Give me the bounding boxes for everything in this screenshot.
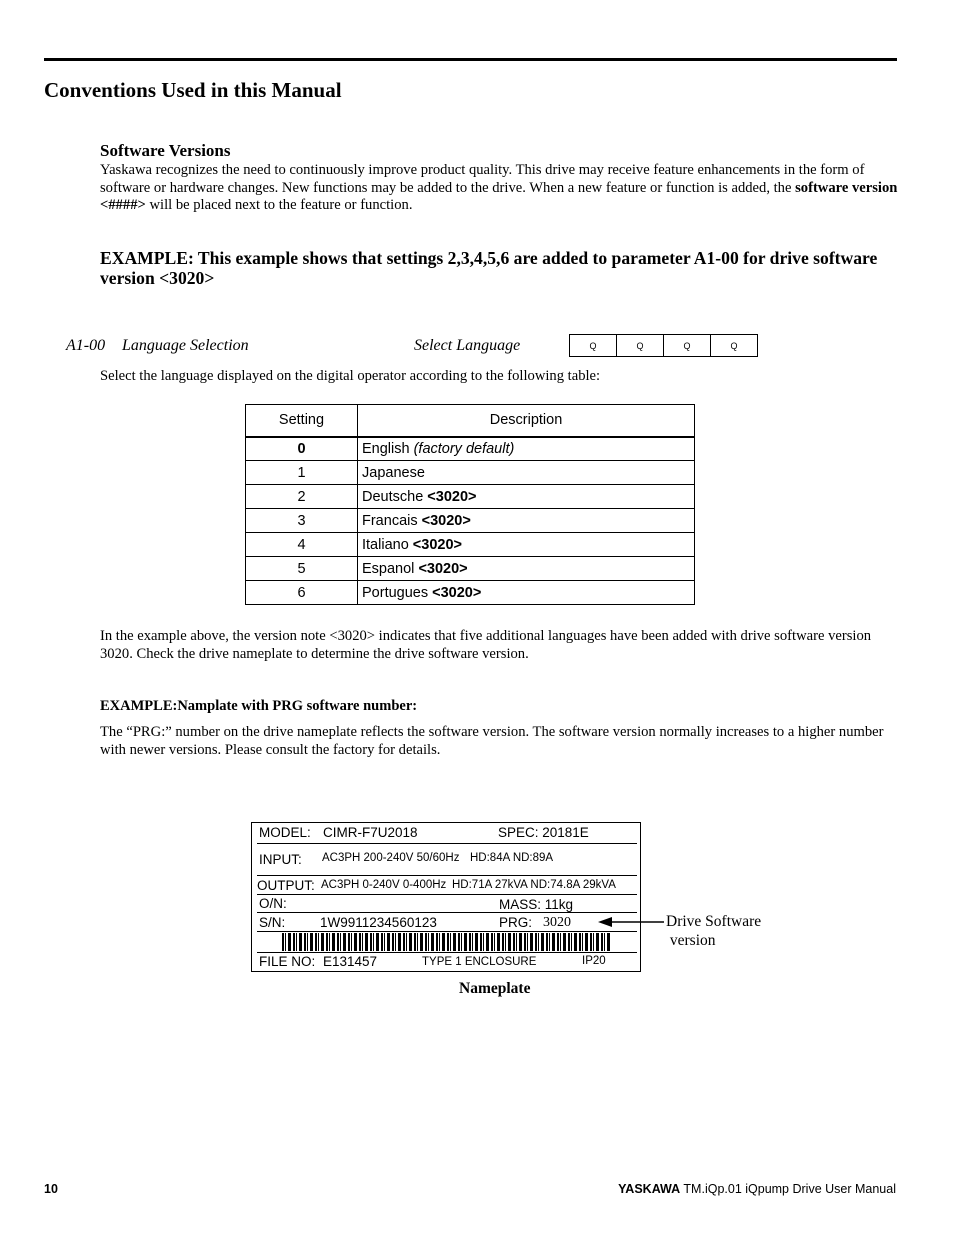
parameter-display: Select Language [414, 337, 521, 354]
setting-cell: 1 [246, 461, 358, 485]
table-row [246, 557, 695, 581]
nameplate-divider [257, 843, 637, 844]
nameplate-divider [257, 952, 637, 953]
language-table [245, 404, 695, 605]
callout-arrow-icon [598, 915, 666, 929]
nameplate-file: E131457 [323, 954, 378, 969]
setting-cell: 6 [246, 581, 358, 605]
page-number: 10 [44, 1182, 58, 1196]
version-tag: <3020> [418, 560, 468, 577]
nameplate-example-paragraph: The “PRG:” number on the drive nameplate reflects the software version. The software version normally increases to a higher number with newer versions. Please consult the factory for details. [100, 724, 884, 758]
setting-cell: 4 [246, 533, 358, 557]
table-row [246, 581, 695, 605]
nameplate-divider [257, 912, 637, 913]
setting-cell: 5 [246, 557, 358, 581]
setting-cell: 3 [246, 509, 358, 533]
table-row [246, 509, 695, 533]
access-level-boxes [569, 334, 758, 357]
top-rule [44, 58, 897, 61]
nameplate-divider [257, 931, 637, 932]
parameter-code: A1-00 [66, 337, 106, 354]
nameplate-input-rating: HD:84A ND:89A [470, 852, 554, 864]
description-cell: Francais <3020> [358, 509, 695, 533]
nameplate-prg-value: 3020 [543, 915, 571, 930]
nameplate-model-label: MODEL: [259, 825, 311, 840]
software-versions-paragraph: Yaskawa recognizes the need to continuously improve product quality. This drive may receive feature enhancements in the form of software or hardware changes. New functions may be added to the drive. When a new feature or function is added, the software version <####> will be placed next to the feature or function. [100, 162, 898, 213]
nameplate-file-label: FILE NO: [259, 954, 316, 969]
access-box: Q [730, 340, 738, 351]
figure-caption: Nameplate [459, 980, 531, 997]
nameplate-input-label: INPUT: [259, 852, 302, 867]
nameplate-ip: IP20 [582, 955, 606, 967]
access-box: Q [570, 335, 617, 356]
nameplate-divider [257, 894, 637, 895]
callout-drive-software-version: Drive Software version [666, 913, 762, 949]
access-box: Q [617, 335, 664, 356]
example-heading: EXAMPLE: This example shows that settings 2,3,4,5,6 are added to parameter A1-00 for drive software version <3020> [100, 248, 878, 288]
barcode [282, 933, 612, 951]
description-cell: English (factory default) [358, 437, 695, 461]
version-tag: <3020> [427, 488, 477, 505]
nameplate-example-heading: EXAMPLE:Namplate with PRG software number: [100, 698, 418, 714]
nameplate-output-label: OUTPUT: [257, 878, 315, 893]
nameplate-sn-label: S/N: [259, 915, 286, 930]
nameplate-input: AC3PH 200-240V 50/60Hz [322, 852, 460, 864]
nameplate-spec: SPEC: 20181E [498, 825, 589, 840]
table-header-row [246, 405, 695, 437]
nameplate-output: AC3PH 0-240V 0-400Hz [321, 879, 447, 891]
nameplate-figure [251, 822, 641, 972]
footer-brand: YASKAWA [618, 1182, 681, 1196]
nameplate-output-rating: HD:71A 27kVA ND:74.8A 29kVA [452, 879, 616, 891]
nameplate-mass: MASS: 11kg [499, 897, 574, 912]
header-description: Description [358, 405, 695, 437]
nameplate-sn: 1W9911234560123 [320, 915, 437, 930]
description-cell: Deutsche <3020> [358, 485, 695, 509]
version-marker: software version <####> [100, 179, 898, 213]
nameplate-model: CIMR-F7U2018 [323, 825, 418, 840]
version-tag: <3020> [412, 536, 462, 553]
description-cell: Espanol <3020> [358, 557, 695, 581]
nameplate-prg-label: PRG: [499, 915, 533, 930]
nameplate-enclosure: TYPE 1 ENCLOSURE [422, 956, 537, 968]
setting-cell: 0 [246, 437, 358, 461]
table-row [246, 533, 695, 557]
section-heading-software-versions: Software Versions [100, 141, 231, 160]
parameter-description: Select the language displayed on the digital operator according to the following table: [100, 368, 601, 384]
header-setting: Setting [246, 405, 358, 437]
table-row [246, 461, 695, 485]
table-row [246, 485, 695, 509]
parameter-name: Language Selection [122, 337, 249, 354]
version-tag: <3020> [432, 584, 482, 601]
description-cell: Italiano <3020> [358, 533, 695, 557]
access-box: Q [664, 335, 711, 356]
version-tag: <3020> [421, 512, 471, 529]
after-table-paragraph: In the example above, the version note <3020> indicates that five additional languages have been added with drive software version 3020. Check the drive nameplate to determine the drive software version. [100, 628, 872, 662]
table-row [246, 437, 695, 461]
page-title: Conventions Used in this Manual [44, 78, 342, 102]
description-cell: Portugues <3020> [358, 581, 695, 605]
description-cell: Japanese [358, 461, 695, 485]
nameplate-on-label: O/N: [259, 896, 287, 911]
nameplate-divider [257, 875, 637, 876]
factory-default-note: (factory default) [413, 440, 515, 457]
footer-manual-title: YASKAWA TM.iQp.01 iQpump Drive User Manual [618, 1182, 896, 1196]
setting-cell: 2 [246, 485, 358, 509]
